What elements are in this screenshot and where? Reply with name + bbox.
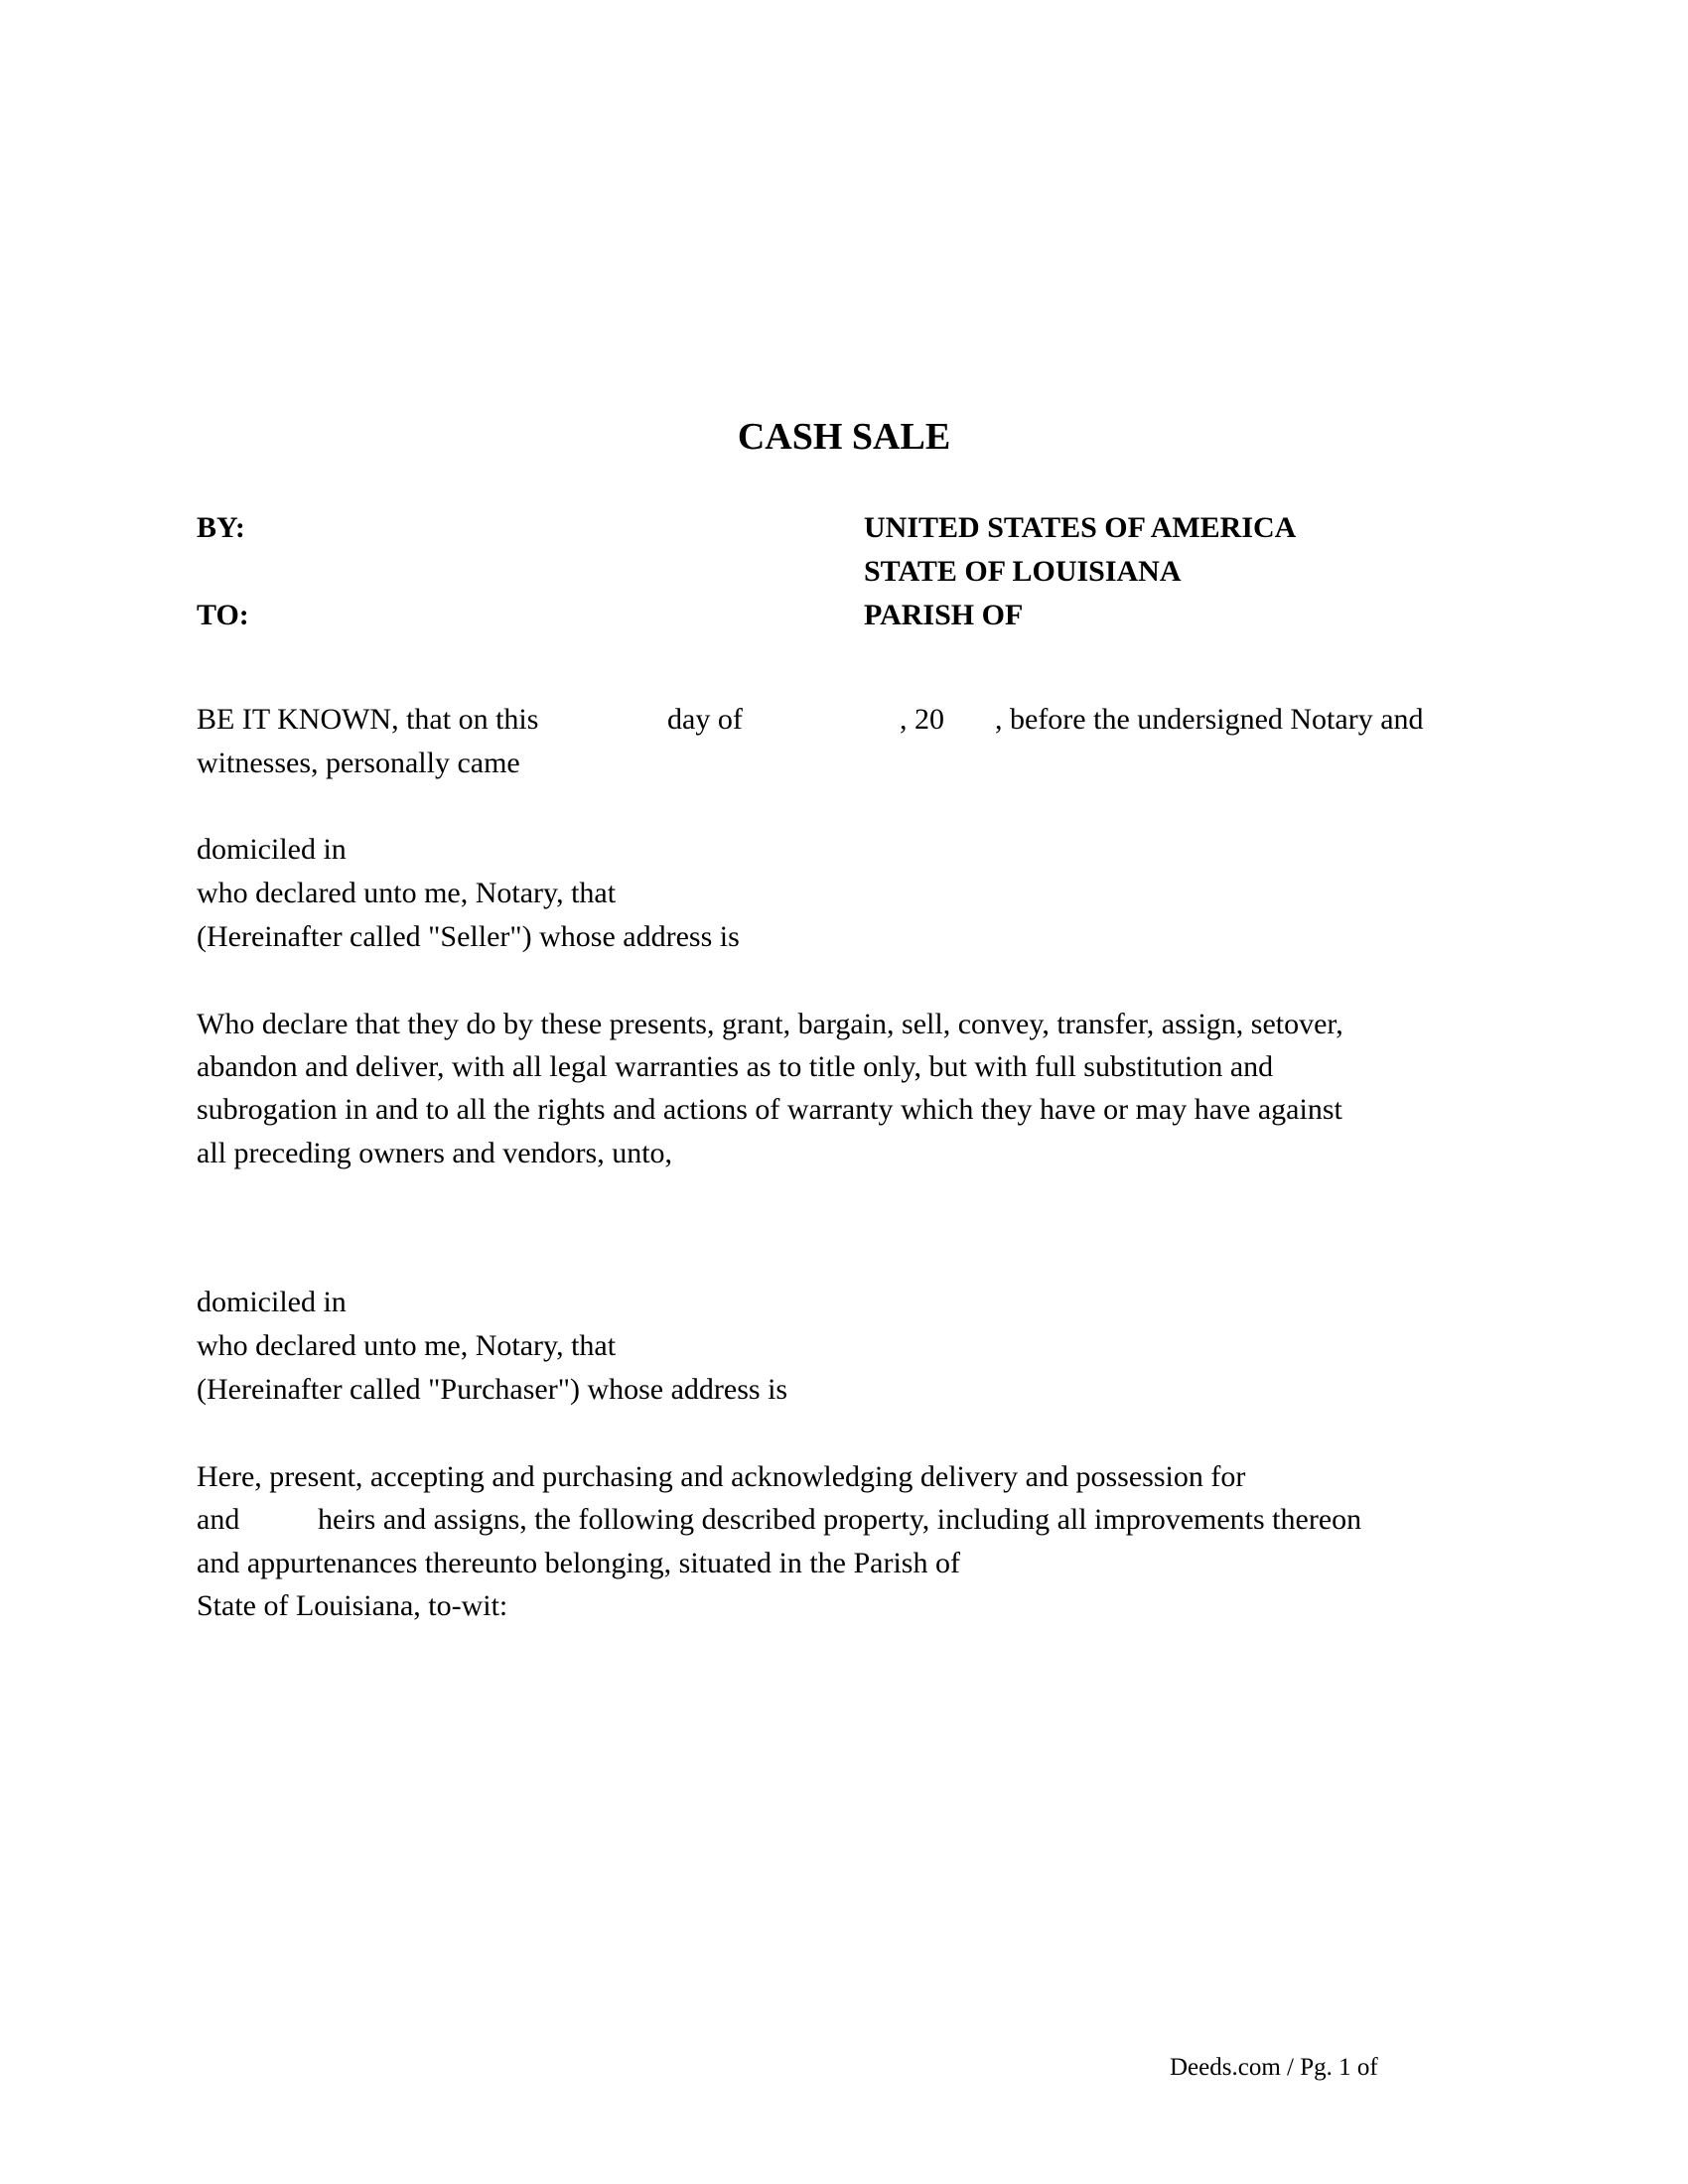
conveyance-line: subrogation in and to all the rights and actions of warranty which they have or may have against xyxy=(197,1093,1342,1126)
acceptance-line-4: State of Louisiana, to-wit: xyxy=(197,1589,508,1622)
conveyance-line: Who declare that they do by these presents, grant, bargain, sell, convey, transfer, assign, setover, xyxy=(197,1008,1343,1040)
country-heading: UNITED STATES OF AMERICA xyxy=(864,511,1297,544)
document-title: CASH SALE xyxy=(737,416,951,458)
seller-domiciled: domiciled in xyxy=(197,833,347,866)
acceptance-and: and xyxy=(197,1503,240,1536)
purchaser-hereinafter: (Hereinafter called "Purchaser") whose address is xyxy=(197,1373,788,1406)
purchaser-domiciled: domiciled in xyxy=(197,1286,347,1318)
conveyance-line: abandon and deliver, with all legal warranties as to title only, but with full substitution and xyxy=(197,1050,1274,1083)
acceptance-line-3: and appurtenances thereunto belonging, situated in the Parish of xyxy=(197,1547,960,1579)
intro-before-notary: , before the undersigned Notary and xyxy=(995,703,1424,736)
purchaser-declared: who declared unto me, Notary, that xyxy=(197,1329,617,1362)
intro-year: , 20 xyxy=(900,703,944,736)
parish-heading: PARISH OF xyxy=(864,599,1024,631)
seller-declared: who declared unto me, Notary, that xyxy=(197,877,617,909)
state-heading: STATE OF LOUISIANA xyxy=(864,555,1182,588)
intro-be-it-known: BE IT KNOWN, that on this xyxy=(197,703,539,736)
page-footer: Deeds.com / Pg. 1 of xyxy=(1170,2054,1378,2081)
seller-hereinafter: (Hereinafter called "Seller") whose address is xyxy=(197,920,740,953)
intro-day-of: day of xyxy=(667,703,743,736)
conveyance-line: all preceding owners and vendors, unto, xyxy=(197,1137,673,1169)
by-label: BY: xyxy=(197,511,245,544)
intro-line-2: witnesses, personally came xyxy=(197,747,520,779)
acceptance-line-1: Here, present, accepting and purchasing and acknowledging delivery and possession for xyxy=(197,1460,1246,1493)
to-label: TO: xyxy=(197,599,249,631)
acceptance-line-2: heirs and assigns, the following described property, including all improvements thereon xyxy=(318,1503,1362,1536)
